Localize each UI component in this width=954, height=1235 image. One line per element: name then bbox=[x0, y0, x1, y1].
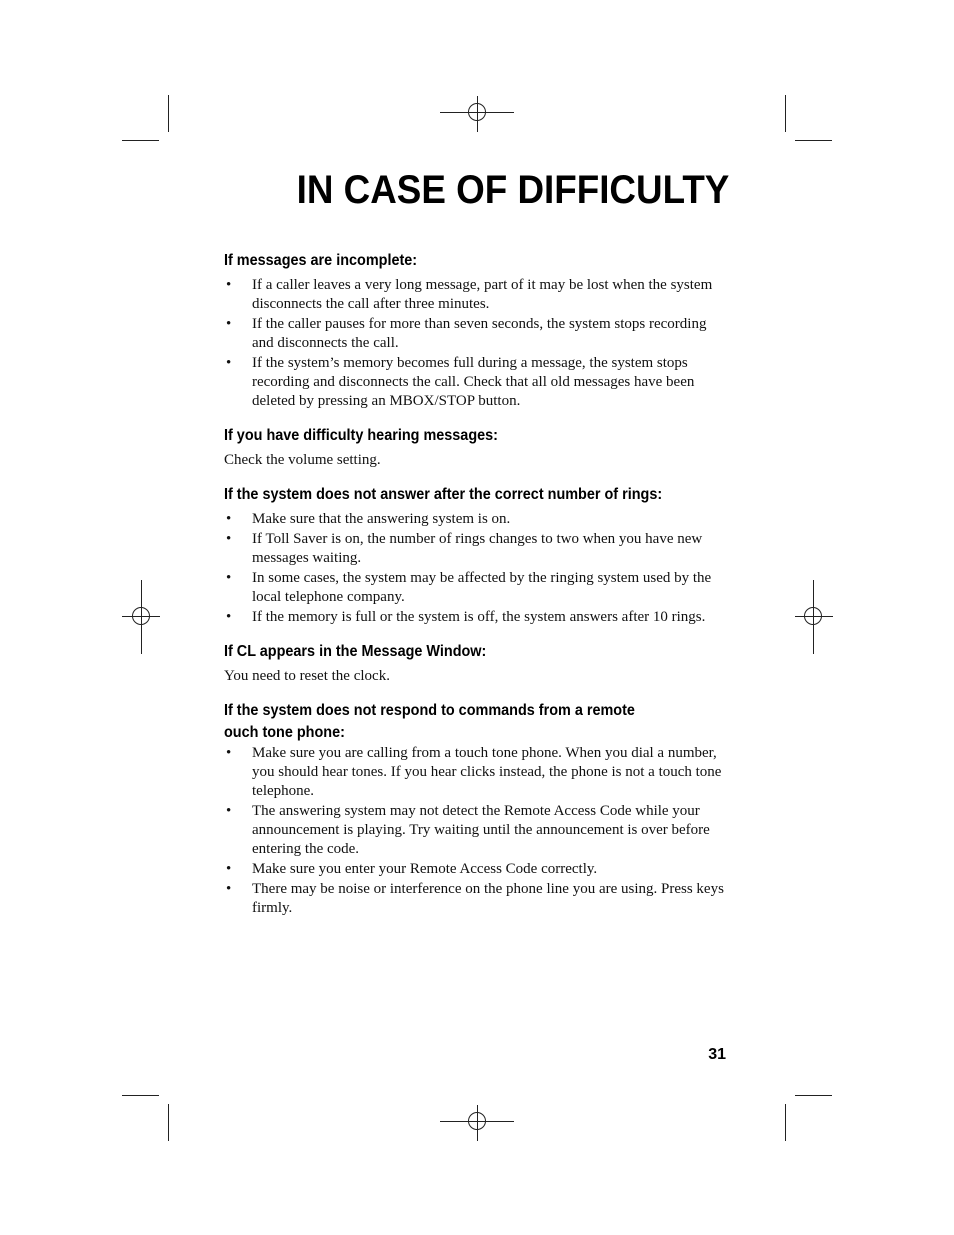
section-text: Check the volume setting. bbox=[224, 452, 381, 468]
list-item: • Make sure you enter your Remote Access Code correctly. bbox=[224, 860, 730, 879]
list-item: • There may be noise or interference on the phone line you are using. Press keys firmly. bbox=[224, 880, 730, 918]
section-no-answer bbox=[224, 484, 730, 627]
section-text: You need to reset the clock. bbox=[224, 668, 390, 684]
list-item: • The answering system may not detect the Remote Access Code while your announcement is playing. Try waiting until the announcement is over before entering the code. bbox=[224, 802, 730, 859]
section-cl-message-window bbox=[224, 641, 730, 686]
crop-mark bbox=[168, 1104, 169, 1141]
crop-mark bbox=[785, 95, 786, 132]
section-heading-line2: ouch tone phone: bbox=[224, 724, 345, 741]
list-item: • If a caller leaves a very long message, part of it may be lost when the system disconnects the call after three minutes. bbox=[224, 276, 730, 314]
crop-mark bbox=[795, 140, 832, 141]
list-item: • If Toll Saver is on, the number of rings changes to two when you have new messages waiting. bbox=[224, 530, 730, 568]
crop-mark bbox=[122, 1095, 159, 1096]
list-item: • Make sure that the answering system is on. bbox=[224, 510, 730, 529]
section-hearing-difficulty bbox=[224, 425, 730, 470]
section-heading bbox=[224, 700, 695, 744]
list-item: • In some cases, the system may be affected by the ringing system used by the local telephone company. bbox=[224, 569, 730, 607]
list-item: • If the memory is full or the system is off, the system answers after 10 rings. bbox=[224, 608, 730, 627]
section-heading: If messages are incomplete: bbox=[224, 252, 418, 269]
bullet-list bbox=[224, 276, 730, 411]
section-heading: If the system does not answer after the correct number of rings: bbox=[224, 486, 663, 503]
page-number: 31 bbox=[708, 1046, 726, 1063]
crop-mark bbox=[122, 140, 159, 141]
list-item: • If the caller pauses for more than seven seconds, the system stops recording and disconnects the call. bbox=[224, 315, 730, 353]
crop-mark bbox=[168, 95, 169, 132]
crop-mark bbox=[795, 1095, 832, 1096]
crop-mark bbox=[785, 1104, 786, 1141]
list-item: • Make sure you are calling from a touch tone phone. When you dial a number, you should hear tones. If you hear clicks instead, the phone is not a touch tone telephone. bbox=[224, 744, 730, 801]
section-incomplete-messages bbox=[224, 250, 730, 411]
list-item: • If the system’s memory becomes full during a message, the system stops recording and disconnects the call. Check that all old messages have been deleted by pressing an MBOX/STOP button. bbox=[224, 354, 730, 411]
bullet-list bbox=[224, 510, 730, 627]
section-heading: If CL appears in the Message Window: bbox=[224, 643, 487, 660]
section-heading-line1: If the system does not respond to commands from a remote bbox=[224, 702, 635, 719]
bullet-list bbox=[224, 744, 730, 918]
document-body bbox=[224, 250, 730, 932]
page-title: IN CASE OF DIFFICULTY bbox=[296, 168, 729, 212]
section-heading: If you have difficulty hearing messages: bbox=[224, 427, 498, 444]
section-remote-commands bbox=[224, 700, 730, 918]
